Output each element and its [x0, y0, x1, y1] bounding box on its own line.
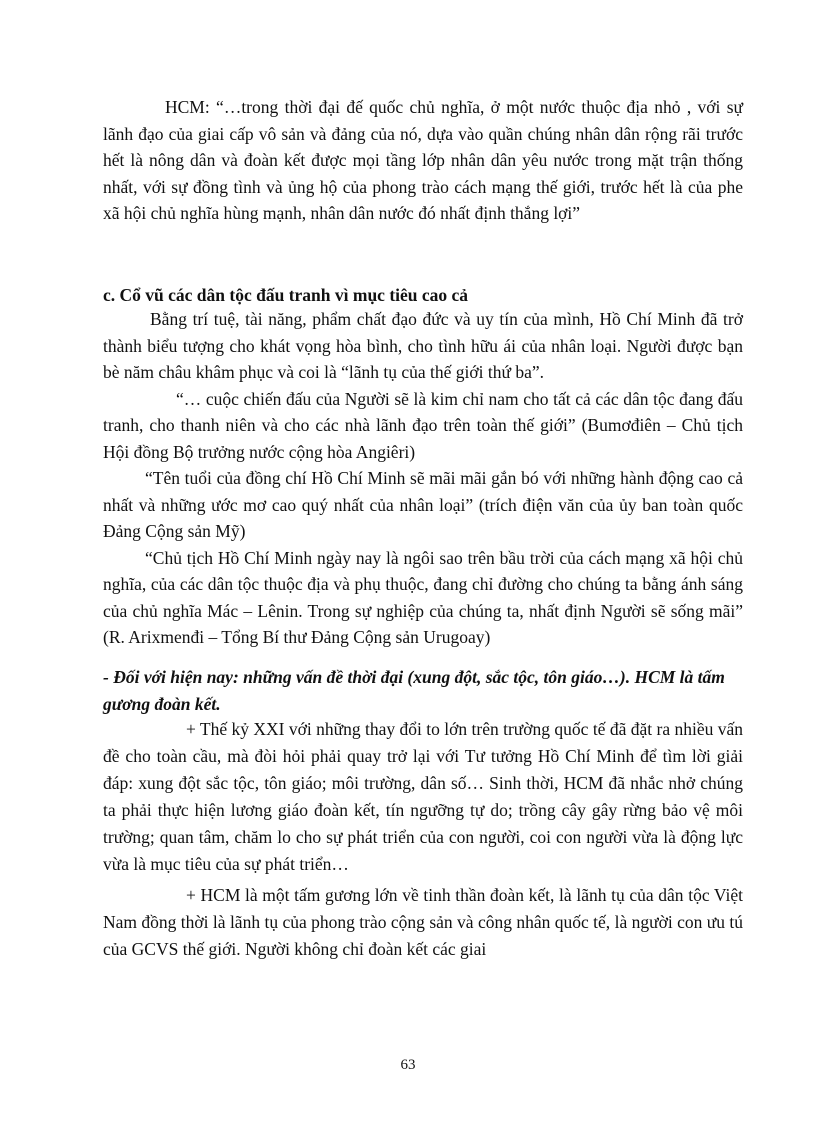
bullets-block [103, 716, 743, 963]
intro-paragraph: Bằng trí tuệ, tài năng, phẩm chất đạo đức và uy tín của mình, Hồ Chí Minh đã trở thành biểu tượng cho khát vọng hòa bình, cho tình hữu ái của nhân loại. Người được bạn bè năm châu khâm phục và coi là “lãnh tụ của thế giới thứ ba”. [103, 309, 743, 382]
bullet-unity: + HCM là một tấm gương lớn về tinh thần đoàn kết, là lãnh tụ của dân tộc Việt Nam đồng thời là lãnh tụ của phong trào cộng sản và công nhân quốc tế, là người con ưu tú của GCVS thế giới. Người không chỉ đoàn kết các giai [103, 885, 743, 959]
quotes-block [103, 306, 743, 651]
contemporary-note: - Đối với hiện nay: những vấn đề thời đại (xung đột, sắc tộc, tôn giáo…). HCM là tấm gương đoàn kết. [103, 667, 725, 714]
section-heading: c. Cổ vũ các dân tộc đấu tranh vì mục tiêu cao cả [103, 285, 469, 305]
arismendi-quote: “Chủ tịch Hồ Chí Minh ngày nay là ngôi sao trên bầu trời của cách mạng xã hội chủ nghĩa, của các dân tộc thuộc địa và phụ thuộc, đang chỉ đường cho chúng ta bằng ánh sáng của chủ nghĩa Mác – Lênin. Trong sự nghiệp của chúng ta, nhất định Người sẽ sống mãi” (R. Arixmenđi – Tổng Bí thư Đảng Cộng sản Urugoay) [103, 547, 743, 647]
cpusa-quote: “Tên tuổi của đồng chí Hồ Chí Minh sẽ mãi mãi gắn bó với những hành động cao cả nhất và những ước mơ cao quý nhất của nhân loại” (trích điện văn của ủy ban toàn quốc Đảng Cộng sản Mỹ) [103, 468, 743, 541]
page-number: 63 [400, 1057, 416, 1073]
hcm-quote-paragraph: HCM: “…trong thời đại đế quốc chủ nghĩa, ở một nước thuộc địa nhỏ , với sự lãnh đạo của giai cấp vô sản và đảng của nó, dựa vào quần chúng nhân dân rộng rãi trước hết là nông dân và đoàn kết được mọi tầng lớp nhân dân yêu nước trong mặt trận thống nhất, với sự đồng tình và ủng hộ của phong trào cách mạng thế giới, trước hết là của phe xã hội chủ nghĩa hùng mạnh, nhân dân nước đó nhất định thắng lợi” [103, 97, 743, 223]
boumediene-quote: “… cuộc chiến đấu của Người sẽ là kim chỉ nam cho tất cả các dân tộc đang đấu tranh, cho thanh niên và cho các nhà lãnh đạo trên toàn thế giới” (Bumơđiên – Chủ tịch Hội đồng Bộ trưởng nước cộng hòa Angiêri) [103, 388, 743, 462]
bullet-21st-century: + Thế kỷ XXI với những thay đổi to lớn trên trường quốc tế đã đặt ra nhiều vấn đề cho toàn cầu, mà đòi hỏi phải quay trở lại với Tư tưởng Hồ Chí Minh để tìm lời giải đáp: xung đột sắc tộc, tôn giáo; môi trường, dân số… Sinh thời, HCM đã nhắc nhở chúng ta phải thực hiện lương giáo đoàn kết, tín ngưỡng tự do; trồng cây gây rừng bảo vệ môi trường; quan tâm, chăm lo cho sự phát triển của con người, coi con người vừa là động lực vừa là mục tiêu của sự phát triển… [103, 719, 743, 874]
hcm-quote-block [103, 94, 743, 227]
